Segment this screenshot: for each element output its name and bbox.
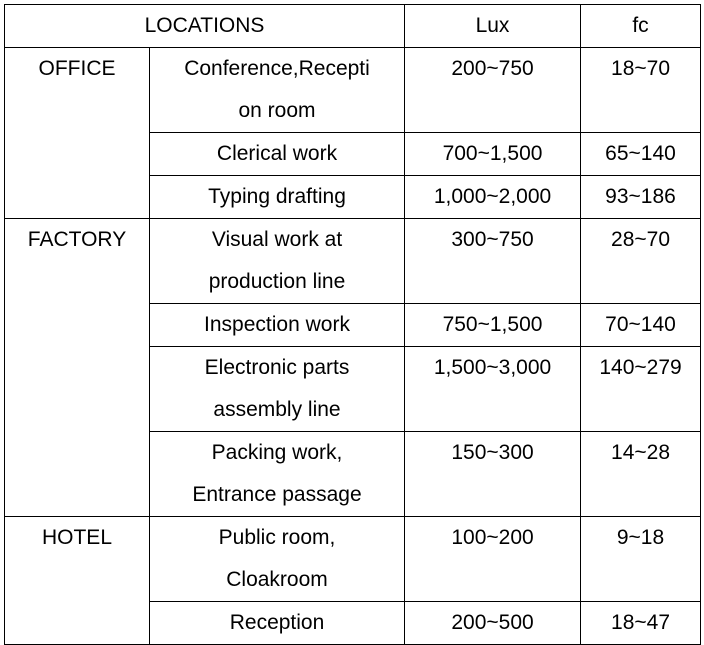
- table-row: [5, 219, 701, 304]
- task-cell: [150, 432, 405, 517]
- fc-cell: 70~140: [581, 304, 701, 347]
- header-fc: fc: [581, 5, 701, 48]
- task-line: Public room,: [218, 526, 336, 549]
- fc-cell: 93~186: [581, 176, 701, 219]
- fc-cell: 18~70: [581, 48, 701, 133]
- task-line: Visual work at: [211, 228, 343, 251]
- fc-cell: 14~28: [581, 432, 701, 517]
- lux-cell: 200~500: [405, 602, 581, 645]
- task-line: Reception: [229, 611, 325, 634]
- illuminance-table: [4, 4, 701, 645]
- location-factory: FACTORY: [5, 219, 150, 517]
- task-line: on room: [238, 99, 316, 122]
- fc-cell: 140~279: [581, 347, 701, 432]
- task-cell: [150, 517, 405, 602]
- task-cell: [150, 48, 405, 133]
- lux-cell: 200~750: [405, 48, 581, 133]
- fc-cell: 18~47: [581, 602, 701, 645]
- table-row: [5, 517, 701, 602]
- lux-cell: 750~1,500: [405, 304, 581, 347]
- fc-cell: 28~70: [581, 219, 701, 304]
- header-lux: Lux: [405, 5, 581, 48]
- task-line: Inspection work: [204, 313, 350, 336]
- lux-cell: 150~300: [405, 432, 581, 517]
- task-cell: [150, 133, 405, 176]
- lux-cell: 100~200: [405, 517, 581, 602]
- lux-cell: 1,500~3,000: [405, 347, 581, 432]
- task-line: Conference,Recepti: [184, 57, 370, 80]
- task-line: assembly line: [213, 398, 341, 421]
- task-cell: [150, 176, 405, 219]
- lux-cell: 1,000~2,000: [405, 176, 581, 219]
- task-line: Typing drafting: [208, 185, 346, 208]
- fc-cell: 65~140: [581, 133, 701, 176]
- header-locations: LOCATIONS: [5, 5, 405, 48]
- task-line: Electronic parts: [204, 356, 350, 379]
- task-cell: [150, 347, 405, 432]
- location-office: OFFICE: [5, 48, 150, 219]
- lux-cell: 700~1,500: [405, 133, 581, 176]
- task-line: production line: [208, 270, 346, 293]
- task-line: Packing work,: [211, 441, 343, 464]
- fc-cell: 9~18: [581, 517, 701, 602]
- location-hotel: HOTEL: [5, 517, 150, 645]
- lux-cell: 300~750: [405, 219, 581, 304]
- task-line: Cloakroom: [226, 568, 328, 591]
- task-line: Clerical work: [216, 142, 338, 165]
- task-cell: [150, 602, 405, 645]
- table-row: [5, 48, 701, 133]
- task-cell: [150, 219, 405, 304]
- task-line: Entrance passage: [192, 483, 362, 506]
- table-header-row: [5, 5, 701, 48]
- task-cell: [150, 304, 405, 347]
